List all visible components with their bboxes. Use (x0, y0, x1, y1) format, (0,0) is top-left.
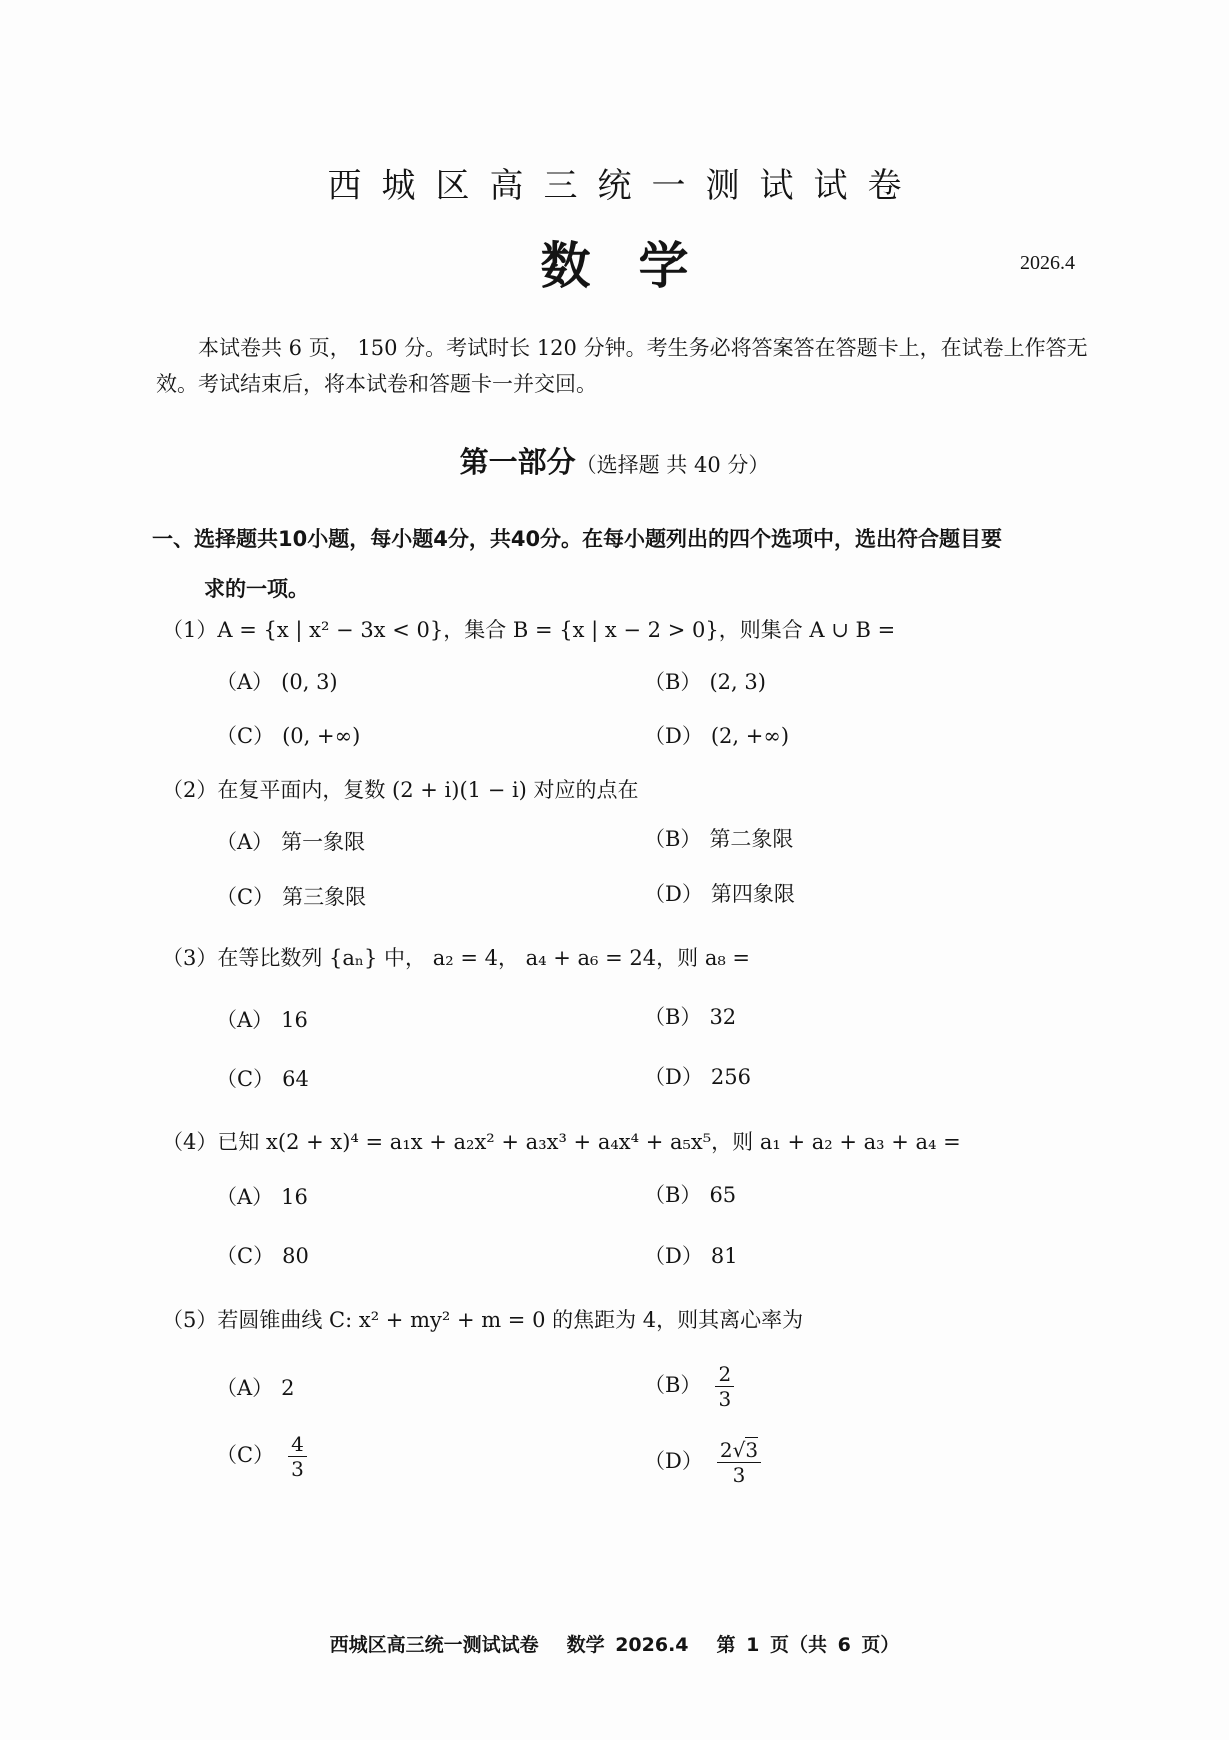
option-label: （C） (216, 724, 275, 748)
exam-date: 2026.4 (1020, 252, 1075, 274)
option-label: （D） (644, 1244, 703, 1268)
sqrt-icon: √ (732, 1438, 746, 1462)
section-instructions-line-2: 求的一项。 (204, 577, 309, 601)
question-1-stem (162, 614, 895, 644)
footer-subject-date: 数学 2026.4 (566, 1634, 689, 1656)
question-text: 在复平面内，复数 (2 + i)(1 − i) 对应的点在 (217, 778, 639, 802)
fraction-numerator (717, 1438, 761, 1463)
question-1-option-a[interactable] (216, 666, 338, 696)
part-title: 第一部分 (459, 445, 576, 479)
question-text: A = {x | x² − 3x < 0}，集合 B = {x | x − 2 > 0}，则集合 A ∪ B = (217, 618, 896, 642)
fraction-numerator: 4 (288, 1432, 307, 1457)
option-label: （A） (216, 670, 274, 694)
option-value: 256 (710, 1065, 751, 1089)
fraction-denominator: 3 (732, 1463, 746, 1487)
option-value: 81 (710, 1244, 738, 1268)
option-value: 65 (709, 1183, 737, 1207)
option-value: (2, +∞) (710, 724, 790, 748)
subject-title: 数学 (540, 237, 737, 295)
option-value: 第一象限 (281, 830, 366, 854)
question-text: 若圆锥曲线 C: x² + my² + m = 0 的焦距为 4，则其离心率为 (217, 1308, 804, 1332)
fraction (288, 1432, 307, 1481)
question-3-option-c[interactable] (216, 1063, 309, 1093)
question-text: 在等比数列 {aₙ} 中， a₂ = 4， a₄ + a₆ = 24，则 a₈ = (217, 946, 751, 970)
option-label: （B） (644, 1005, 702, 1029)
option-label: （B） (644, 1373, 702, 1397)
option-label: （A） (216, 1185, 274, 1209)
question-4-option-a[interactable] (216, 1181, 308, 1211)
fraction (717, 1438, 761, 1487)
option-value: (2, 3) (709, 670, 766, 694)
question-1-option-d[interactable] (644, 720, 789, 750)
option-value: 16 (281, 1008, 308, 1032)
option-label: （C） (216, 1244, 275, 1268)
question-3-option-a[interactable] (216, 1004, 308, 1034)
question-number: （2） (162, 778, 218, 802)
question-4-option-d[interactable] (644, 1240, 738, 1270)
option-label: （D） (644, 1065, 703, 1089)
question-number: （5） (162, 1308, 218, 1332)
option-label: （B） (644, 670, 702, 694)
question-2-option-c[interactable] (216, 881, 366, 911)
page-footer (0, 1630, 1229, 1657)
fraction-denominator: 3 (291, 1457, 304, 1481)
fraction-numerator: 2 (715, 1362, 734, 1387)
option-label: （D） (644, 1449, 703, 1473)
fraction-denominator: 3 (718, 1387, 732, 1411)
option-label: （D） (644, 724, 703, 748)
question-4-stem (162, 1126, 961, 1156)
option-value: 80 (282, 1244, 309, 1268)
question-text: 已知 x(2 + x)⁴ = a₁x + a₂x² + a₃x³ + a₄x⁴ + a₅x⁵，则 a₁ + a₂ + a₃ + a₄ = (217, 1130, 961, 1154)
option-label: （D） (644, 882, 703, 906)
question-1-option-b[interactable] (644, 666, 766, 696)
option-value: 64 (282, 1067, 309, 1091)
option-label: （A） (216, 830, 274, 854)
question-number: （3） (162, 946, 218, 970)
question-number: （1） (162, 618, 218, 642)
option-value: 16 (281, 1185, 308, 1209)
question-4-option-b[interactable] (644, 1179, 736, 1209)
option-value: 2 (281, 1376, 295, 1400)
part-heading (0, 440, 1229, 481)
question-1-option-c[interactable] (216, 720, 360, 750)
question-2-option-a[interactable] (216, 826, 365, 856)
section-instructions-line-1: 一、选择题共10小题，每小题4分，共40分。在每小题列出的四个选项中，选出符合题目要 (152, 527, 1003, 551)
question-3-option-d[interactable] (644, 1061, 751, 1091)
part-subtitle: （选择题 共 40 分） (575, 453, 770, 477)
option-value: (0, +∞) (282, 724, 361, 748)
option-value: 第二象限 (709, 827, 794, 851)
question-5-option-d[interactable] (644, 1438, 761, 1487)
question-2-option-d[interactable] (644, 878, 795, 908)
question-2-stem (162, 774, 639, 804)
option-label: （C） (216, 1067, 275, 1091)
option-label: （C） (216, 1443, 275, 1467)
question-3-option-b[interactable] (644, 1001, 736, 1031)
question-5-option-c[interactable] (216, 1432, 307, 1481)
footer-exam-title: 西城区高三统一测试试卷 (329, 1634, 539, 1656)
option-label: （B） (644, 827, 702, 851)
fraction (715, 1362, 734, 1411)
footer-page-info: 第 1 页（共 6 页） (716, 1634, 900, 1656)
question-5-option-b[interactable] (644, 1362, 734, 1411)
radicand: 3 (745, 1438, 759, 1462)
option-label: （B） (644, 1183, 702, 1207)
question-2-option-b[interactable] (644, 823, 793, 853)
question-number: （4） (162, 1130, 218, 1154)
option-value: 第四象限 (710, 882, 795, 906)
option-value: 32 (709, 1005, 737, 1029)
exam-instructions: 本试卷共 6 页， 150 分。考试时长 120 分钟。考生务必将答案答在答题卡上，在试卷上作答无效。考试结束后，将本试卷和答题卡一并交回。 (156, 336, 1088, 396)
question-4-option-c[interactable] (216, 1240, 309, 1270)
exam-title: 西城区高三统一测试试卷 (327, 166, 922, 206)
option-label: （A） (216, 1008, 274, 1032)
coefficient: 2 (719, 1438, 733, 1462)
question-5-stem (162, 1304, 803, 1334)
section-instructions (152, 514, 1112, 614)
option-label: （A） (216, 1376, 274, 1400)
question-3-stem (162, 942, 750, 972)
option-value: (0, 3) (281, 670, 338, 694)
question-5-option-a[interactable] (216, 1372, 295, 1402)
option-value: 第三象限 (282, 885, 367, 909)
option-label: （C） (216, 885, 275, 909)
